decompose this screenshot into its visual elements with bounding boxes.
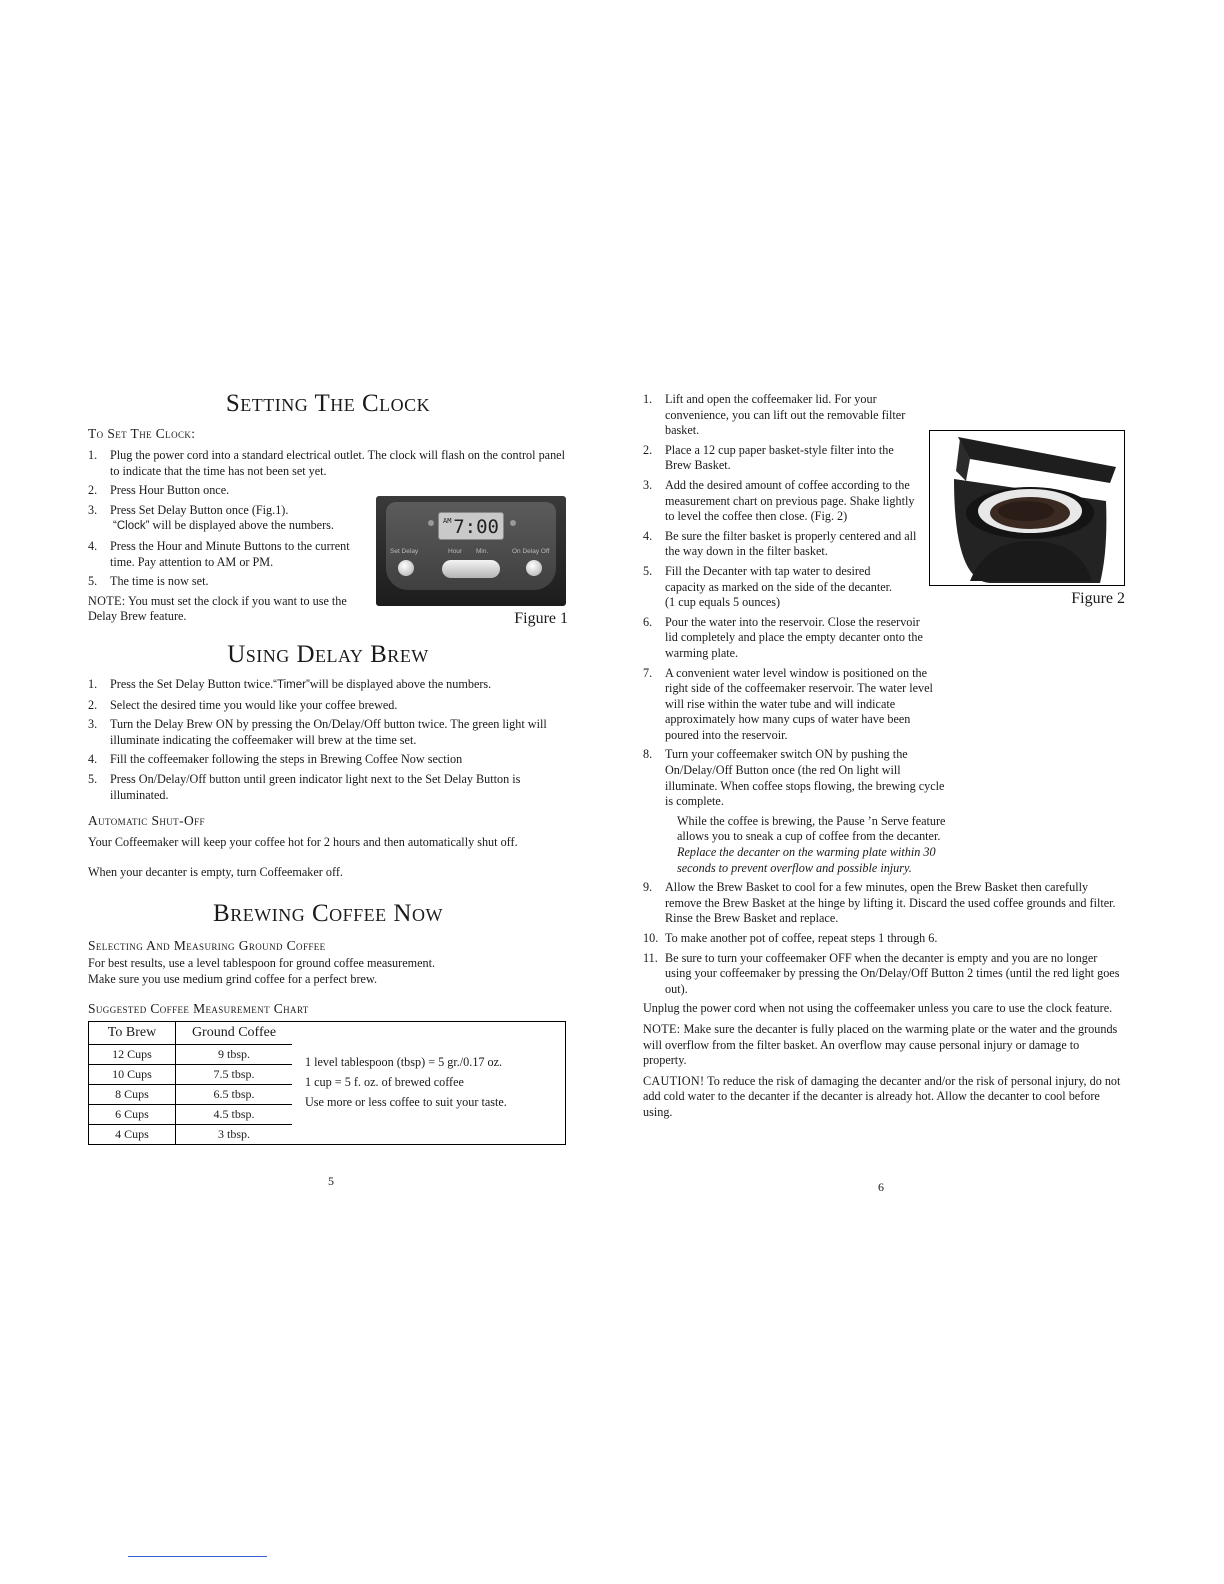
- page-number-right: 6: [878, 1180, 884, 1194]
- table-row: 12 Cups 9 tbsp.: [89, 1045, 292, 1065]
- list-item: 2. Select the desired time you would like your coffee brewed.: [88, 697, 398, 712]
- delay-steps: [88, 677, 568, 803]
- list-item: 9. Allow the Brew Basket to cool for a few minutes, open the Brew Basket then carefully remove the Brew Basket at the hinge by lifting it. Discard the used coffee grounds and filter. Rinse the Brew Basket and replace.: [643, 880, 1116, 926]
- list-item: 3. Add the desired amount of coffee according to the measurement chart on previous page. Shake lightly to level the coffee then close. (Fig. 2): [643, 477, 915, 524]
- list-item: 11. Be sure to turn your coffeemaker OFF when the decanter is empty and you are no longer using your coffeemaker by pressing the On/Delay/Off Button 2 times (until the red light goes out).: [643, 950, 1120, 996]
- right-page: [643, 392, 1125, 1121]
- left-page: [88, 388, 568, 1145]
- divider-line: [128, 1556, 267, 1557]
- brew-steps-continued: [643, 880, 1125, 997]
- list-item: 5. The time is now set.: [88, 574, 209, 589]
- coffeemaker-image: [929, 430, 1125, 586]
- subtitle-set-clock: To Set The Clock:: [88, 426, 196, 441]
- note-cup: 1 cup = 5 f. oz. of brewed coffee: [305, 1075, 464, 1090]
- list-item: 1. Plug the power cord into a standard electrical outlet. The clock will flash on the control panel to indicate that the time has not been set yet.: [88, 448, 565, 478]
- coffeemaker-photo-icon: [930, 431, 1124, 585]
- medium-grind-text: Make sure you use medium grind coffee for a perfect brew.: [88, 971, 377, 986]
- list-item: 5. Fill the Decanter with tap water to desired capacity as marked on the side of the decanter. (1 cup equals 5 ounces): [643, 563, 893, 610]
- list-item: 1. Press the Set Delay Button twice.“Timer”will be displayed above the numbers.: [88, 676, 492, 691]
- section-title-delay-brew: Using Delay Brew: [227, 640, 429, 668]
- list-item: 6. Pour the water into the reservoir. Close the reservoir lid completely and place the empty decanter onto the warming plate.: [643, 614, 923, 660]
- page-number-left: 5: [328, 1174, 334, 1188]
- list-item: 5. Press On/Delay/Off button until green indicator light next to the Set Delay Button is illuminated.: [88, 771, 521, 802]
- pause-serve-text: While the coffee is brewing, the Pause ’n Serve feature allows you to sneak a cup of coffee from the decanter. Replace the decanter on the warming plate within 30 seconds to prevent overflow and possible injury.: [677, 813, 946, 875]
- list-item: 3. Turn the Delay Brew ON by pressing the On/Delay/Off button twice. The green light will illuminate indicating the coffeemaker will brew at the time set.: [88, 717, 547, 747]
- measurement-table: [89, 1022, 292, 1144]
- subtitle-measurement-chart: Suggested Coffee Measurement Chart: [88, 1001, 309, 1017]
- list-item: 3. Press Set Delay Button once (Fig.1). “Clock” will be displayed above the numbers.: [88, 502, 334, 533]
- list-item: 4. Press the Hour and Minute Buttons to the current time. Pay attention to AM or PM.: [88, 538, 350, 569]
- lcd-display: AM 7:00: [438, 512, 504, 540]
- header-ground-coffee: Ground Coffee: [176, 1022, 293, 1045]
- measurement-chart: [88, 1021, 566, 1145]
- auto-shutoff-text: Your Coffeemaker will keep your coffee hot for 2 hours and then automatically shut off.: [88, 835, 518, 850]
- empty-decanter-text: When your decanter is empty, turn Coffeemaker off.: [88, 864, 343, 879]
- overflow-note: NOTE: Make sure the decanter is fully placed on the warming plate or the water and the grounds will overflow from the filter basket. An overflow may cause personal injury or damage to property.: [643, 1021, 1118, 1068]
- list-item: 8. Turn your coffeemaker switch ON by pushing the On/Delay/Off Button once (the red On light will illuminate. When coffee stops flowing, the brewing cycle is complete.: [643, 747, 945, 809]
- note-taste: Use more or less coffee to suit your taste.: [305, 1095, 507, 1110]
- table-row: 6 Cups 4.5 tbsp.: [89, 1105, 292, 1125]
- unplug-text: Unplug the power cord when not using the coffeemaker unless you care to use the clock feature.: [643, 1001, 1113, 1016]
- figure-2: [929, 430, 1125, 608]
- subtitle-auto-shutoff: Automatic Shut-Off: [88, 813, 205, 829]
- header-to-brew: To Brew: [89, 1022, 176, 1045]
- list-item: 4. Fill the coffeemaker following the steps in Brewing Coffee Now section: [88, 752, 463, 767]
- table-row: 8 Cups 6.5 tbsp.: [89, 1085, 292, 1105]
- figure-1-caption: Figure 1: [514, 610, 568, 627]
- note-tablespoon: 1 level tablespoon (tbsp) = 5 gr./0.17 oz.: [305, 1055, 503, 1070]
- figure-2-caption: Figure 2: [1071, 590, 1125, 607]
- table-row: 4 Cups 3 tbsp.: [89, 1125, 292, 1145]
- list-item: 10. To make another pot of coffee, repeat steps 1 through 6.: [643, 931, 938, 945]
- chart-notes: [305, 1052, 507, 1112]
- best-results-text: For best results, use a level tablespoon for ground coffee measurement.: [88, 956, 436, 971]
- figure-1: [376, 496, 568, 628]
- list-item: 2. Place a 12 cup paper basket-style filter into the Brew Basket.: [643, 442, 894, 473]
- list-item: 7. A convenient water level window is positioned on the right side of the coffeemaker reservoir. The water level will rise within the water tube and will indicate approximately how many cups of water have been poured into the reservoir.: [643, 665, 933, 742]
- list-item: 1. Lift and open the coffeemaker lid. For your convenience, you can lift out the removable filter basket.: [643, 392, 906, 438]
- list-item: 2. Press Hour Button once.: [88, 483, 230, 498]
- section-title-setting-clock: Setting The Clock: [225, 390, 431, 417]
- table-header-row: [89, 1022, 292, 1045]
- section-title-brewing-now: Brewing Coffee Now: [213, 900, 443, 928]
- list-item: 4. Be sure the filter basket is properly centered and all the way down in the filter basket.: [643, 528, 917, 559]
- subtitle-selecting-coffee: Selecting And Measuring Ground Coffee: [88, 938, 326, 954]
- clock-note: NOTE: You must set the clock if you want to use the Delay Brew feature.: [88, 593, 347, 624]
- control-panel-image: AM 7:00 Set Delay Hour Min. On Delay Off: [376, 496, 566, 606]
- caution-note: CAUTION! To reduce the risk of damaging the decanter and/or the risk of personal injury, do not add cold water to the decanter if the decanter is already hot. Allow the decanter to cool before using.: [643, 1073, 1121, 1119]
- table-row: 10 Cups 7.5 tbsp.: [89, 1065, 292, 1085]
